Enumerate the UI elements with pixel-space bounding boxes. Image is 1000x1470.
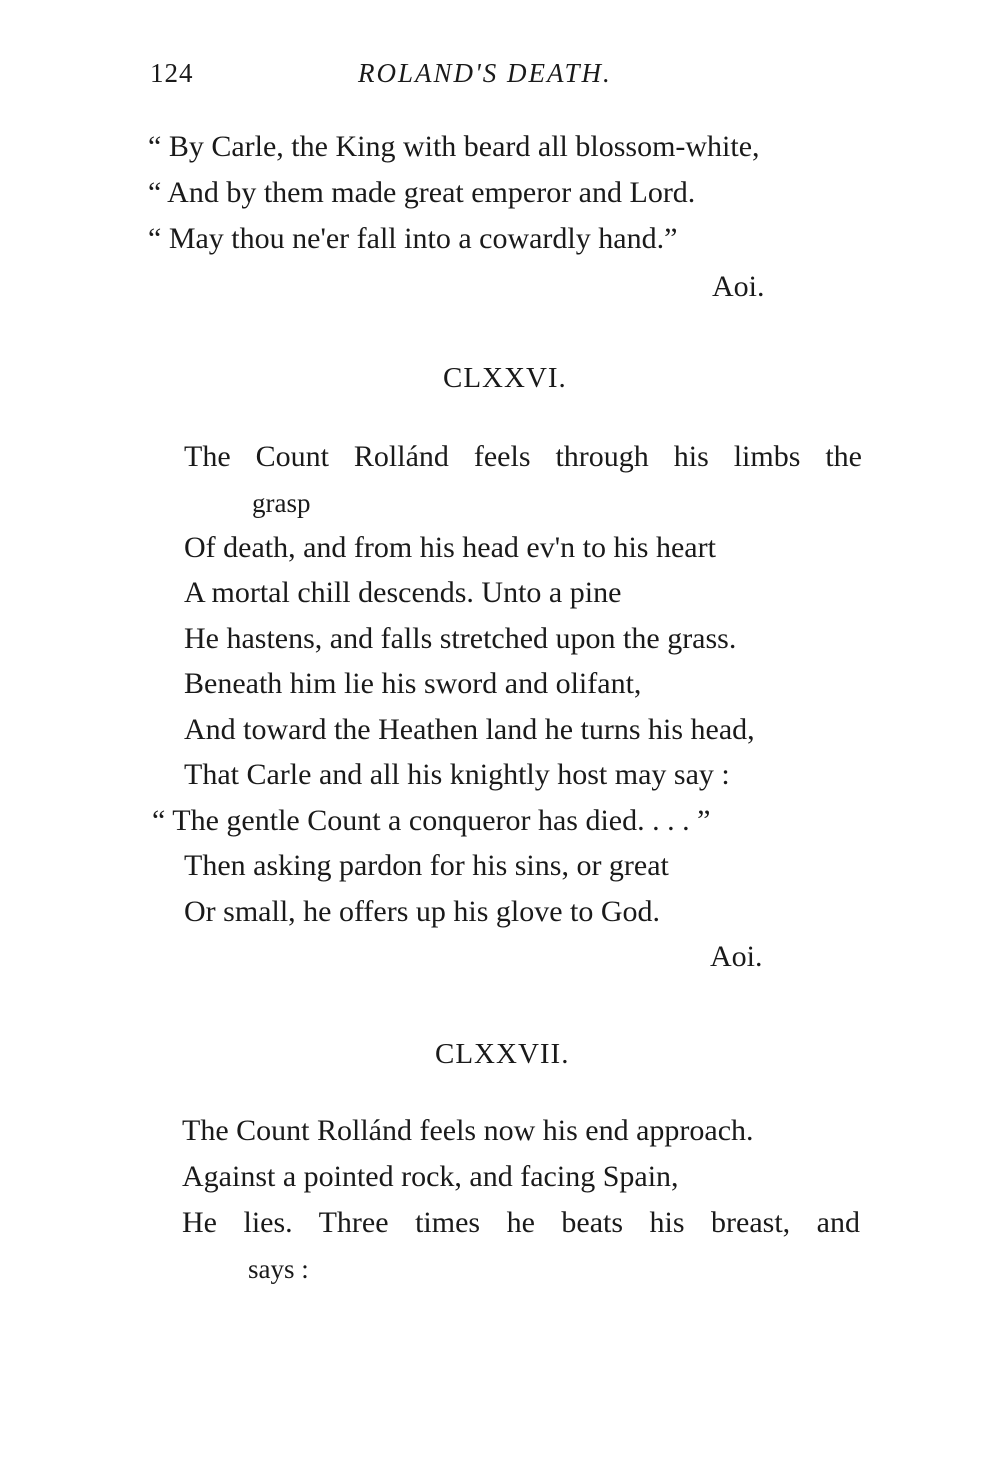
page-header [150,58,850,98]
verse-line: Or small, he offers up his glove to God. [184,895,661,928]
verse-line: says : [248,1254,309,1284]
stanza-heading: CLXXVI. [443,362,567,394]
verse-line: He hastens, and falls stretched upon the grass. [184,622,737,655]
verse-line: grasp [252,488,311,518]
verse-line: “ The gentle Count a conqueror has died. . . . ” [152,804,711,837]
refrain-aoi: Aoi. [712,270,765,303]
verse-line: The Count Rollánd feels through his limbs the [184,440,862,473]
running-title: ROLAND'S DEATH. [358,58,612,88]
verse-line: “ May thou ne'er fall into a cowardly hand.” [148,222,678,255]
verse-line: He lies. Three times he beats his breast, and [182,1206,860,1239]
page-number: 124 [150,58,194,88]
verse-line: Beneath him lie his sword and olifant, [184,667,642,700]
verse-line: “ By Carle, the King with beard all blossom-white, [148,130,760,163]
stanza-heading: CLXXVII. [435,1038,570,1070]
verse-line: “ And by them made great emperor and Lord. [148,176,696,209]
verse-line: The Count Rollánd feels now his end approach. [182,1114,754,1147]
refrain-aoi: Aoi. [710,940,763,973]
verse-line: Of death, and from his head ev'n to his heart [184,531,716,564]
verse-line: Then asking pardon for his sins, or great [184,849,669,882]
verse-line: And toward the Heathen land he turns his head, [184,713,755,746]
verse-line: A mortal chill descends. Unto a pine [184,576,622,609]
verse-line: Against a pointed rock, and facing Spain, [182,1160,679,1193]
verse-line: That Carle and all his knightly host may say : [184,758,730,791]
